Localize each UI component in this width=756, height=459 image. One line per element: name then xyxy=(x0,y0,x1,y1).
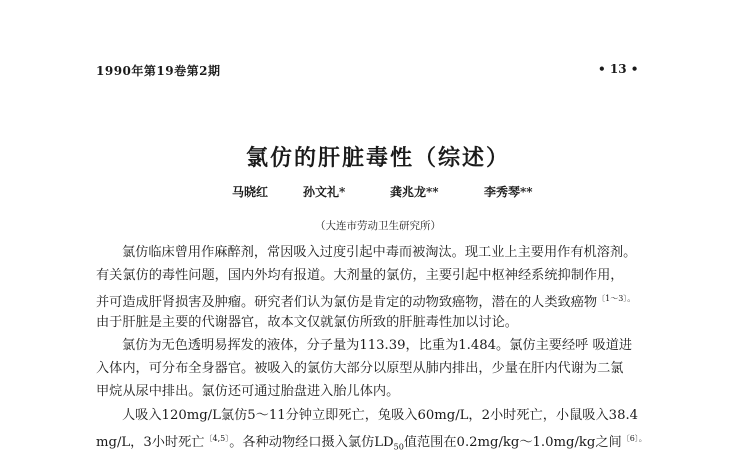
paragraph-2 xyxy=(96,334,656,404)
author-name: 马晓红 xyxy=(232,185,269,199)
citation-ref: 〔4,5〕 xyxy=(204,434,230,444)
journal-issue: 1990年第19卷第2期 xyxy=(96,64,221,78)
text-segment: 值范围在0.2mg/kg～1.0mg/kg之间 xyxy=(403,435,622,451)
text-line xyxy=(96,427,656,450)
text-line: 有关氯仿的毒性问题，国内外均有报道。大剂量的氯仿，主要引起中枢神经系统抑制作用， xyxy=(96,268,624,284)
citation-ref: 〔6〕。 xyxy=(621,434,647,444)
text-line: 入体内，可分布全身器官。被吸入的氯仿大部分以原型从肺内排出，少量在肝内代谢为二氯 xyxy=(96,361,624,377)
author-name: 龚兆龙** xyxy=(390,185,439,199)
text-line: 氯仿临床曾用作麻醉剂，常因吸入过度引起中毒而被淘汰。现工业上主要用作有机溶剂。 xyxy=(122,245,637,260)
paragraph-3 xyxy=(96,404,656,450)
subscript: 50 xyxy=(393,442,404,452)
text-line: 氯仿为无色透明易挥发的液体，分子量为113.39，比重为1.484。氯仿主要经呼 吸道进 xyxy=(122,338,633,353)
text-line: 人吸入120mg/L氯仿5～11分钟立即死亡，兔吸入60mg/L，2小时死亡，小鼠吸入38.4 xyxy=(122,408,639,423)
author-name: 孙文礼* xyxy=(303,185,346,199)
text-line: 甲烷从尿中排出。氯仿还可通过胎盘进入胎儿体内。 xyxy=(96,384,400,400)
text-segment: 并可造成肝肾损害及肿瘤。研究者们认为氯仿是肯定的动物致癌物，潜在的人类致癌物 xyxy=(96,295,598,311)
article-title: 氯仿的肝脏毒性（综述） xyxy=(245,145,510,171)
text-segment: 。各种动物经口摄入氯仿LD xyxy=(229,435,394,451)
author-name: 李秀琴** xyxy=(484,185,533,199)
text-line: 由于肝脏是主要的代谢器官，故本文仅就氯仿所致的肝脏毒性加以讨论。 xyxy=(96,314,518,330)
page-number: • 13 • xyxy=(598,62,639,76)
paragraph-1 xyxy=(96,241,656,334)
affiliation: （大连市劳动卫生研究所） xyxy=(315,220,441,232)
text-line xyxy=(96,287,656,310)
citation-ref: 〔1～3〕。 xyxy=(597,294,636,304)
text-segment: mg/L，3小时死亡 xyxy=(96,435,205,451)
